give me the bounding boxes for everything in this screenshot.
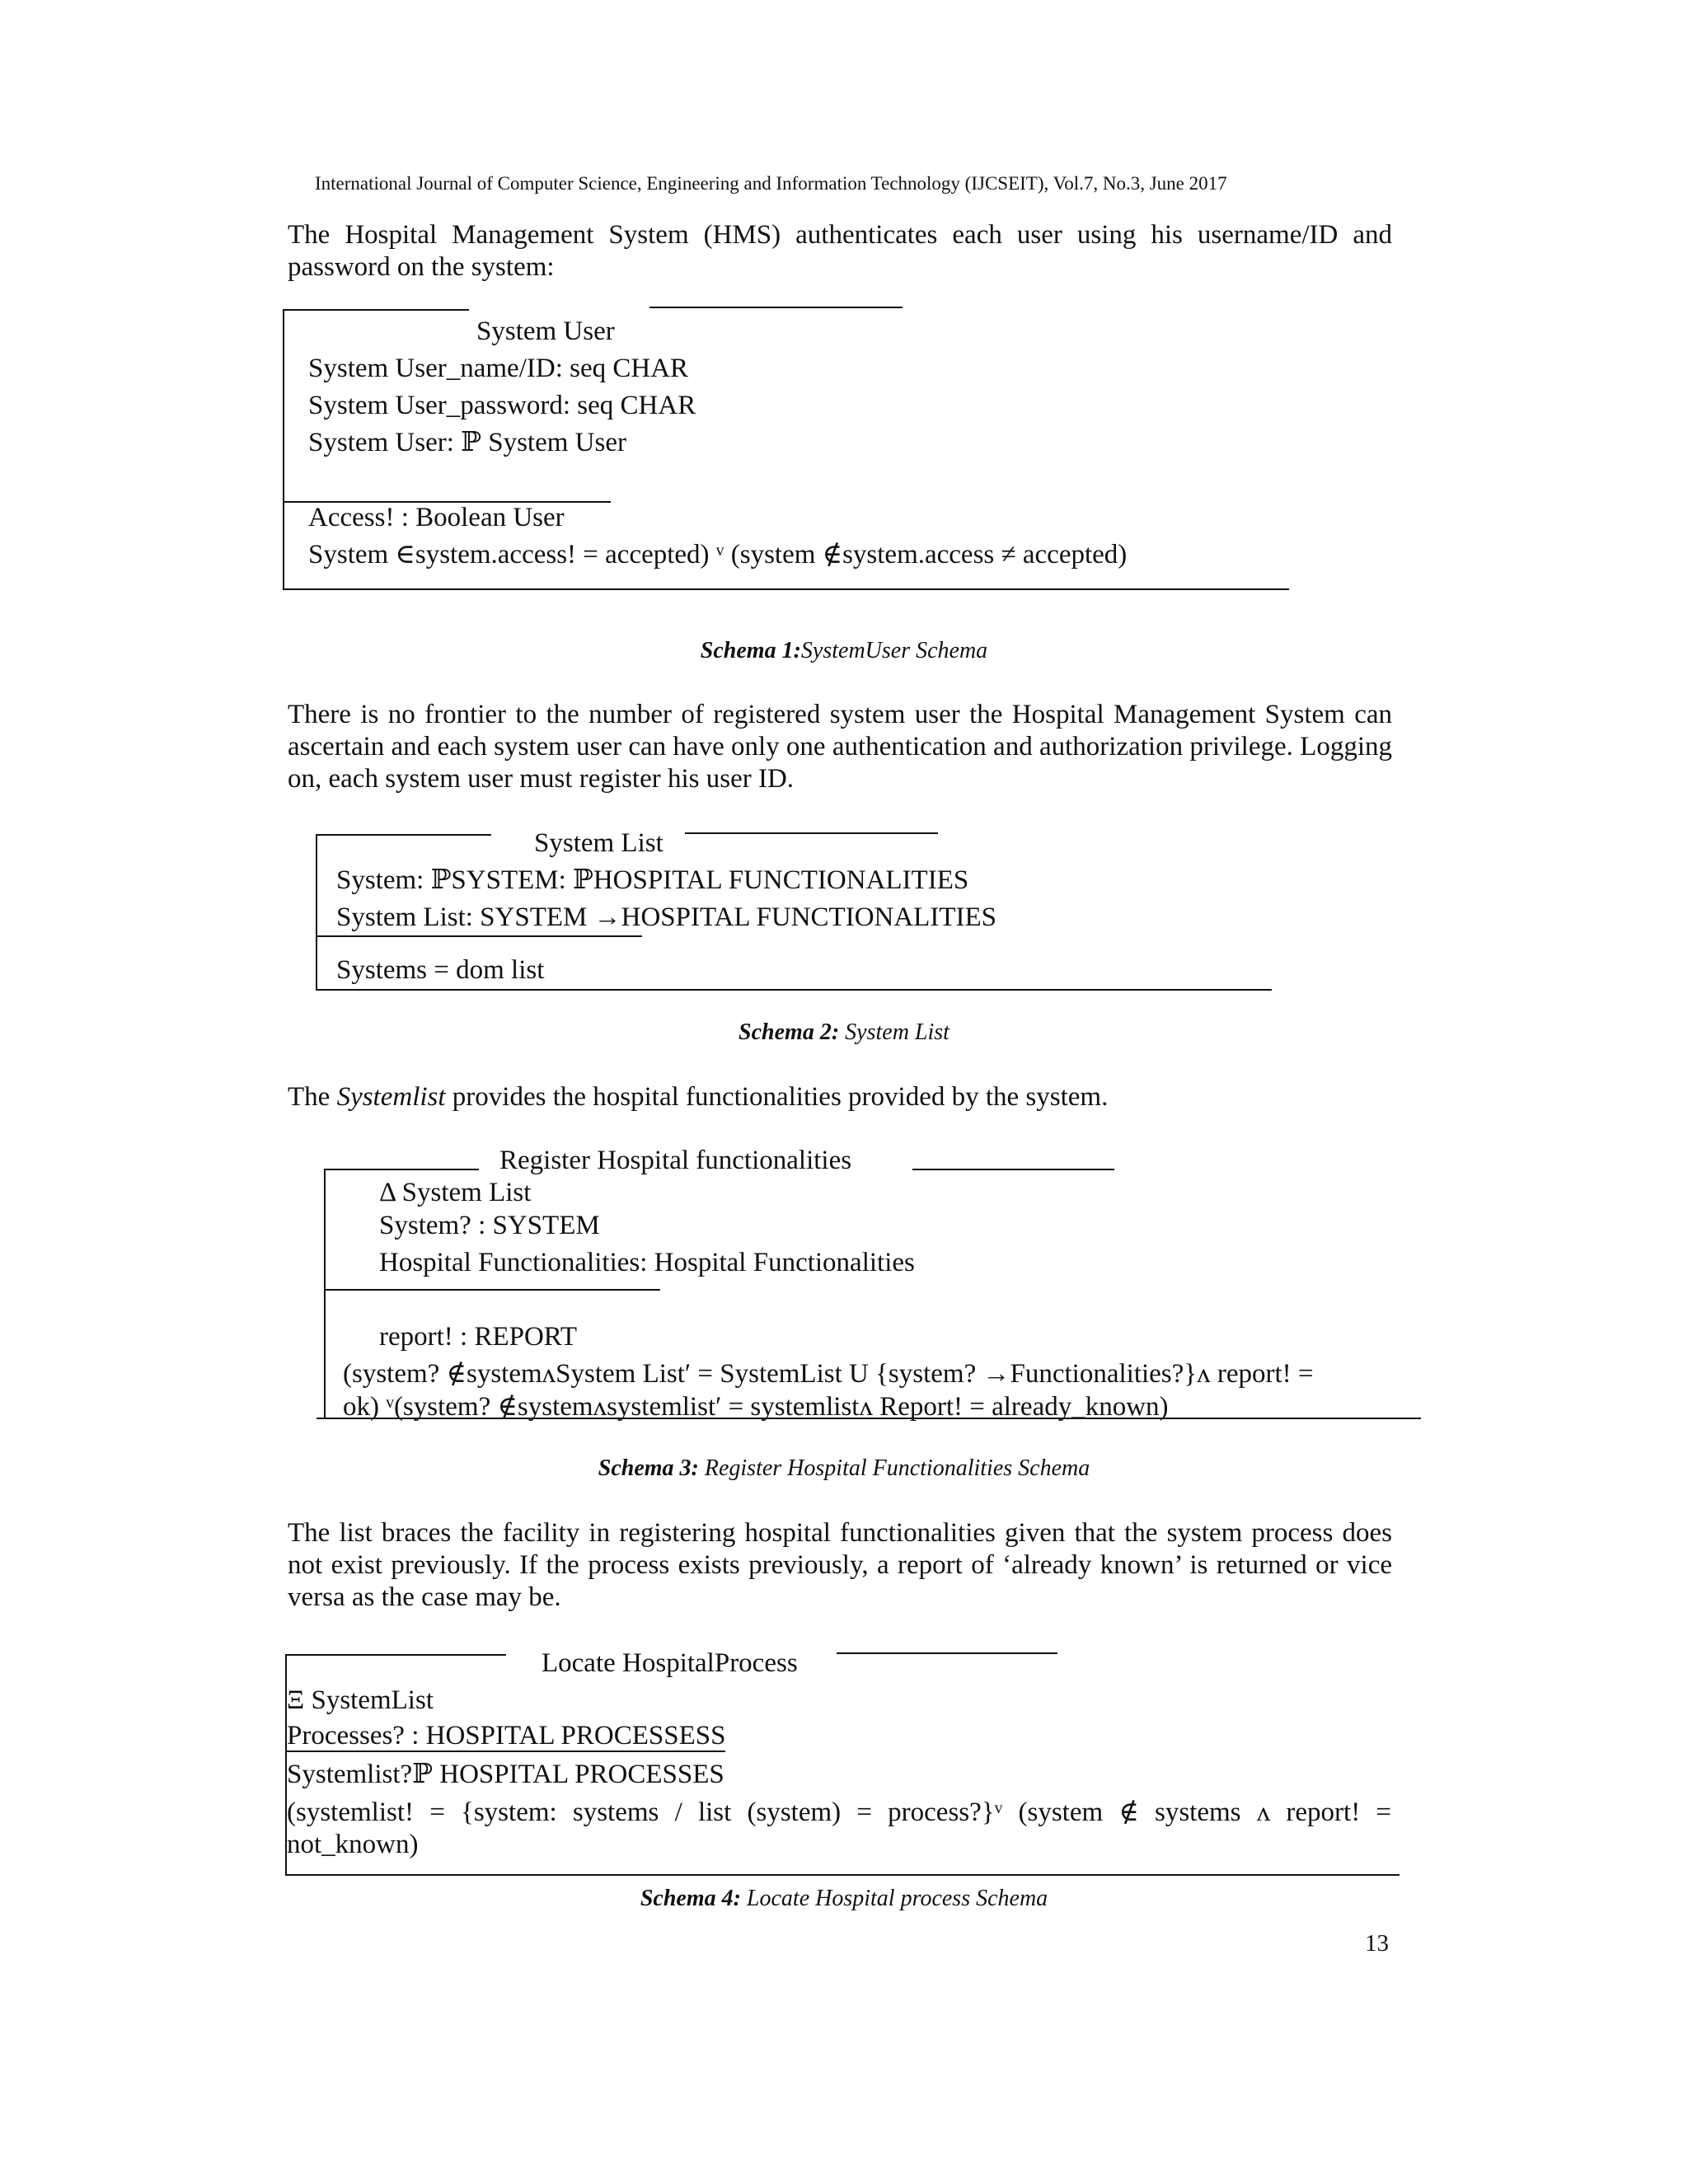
schema-4-line: Systemlist?ℙ HOSPITAL PROCESSES (287, 1760, 724, 1789)
schema-4-bottom-rule (285, 1874, 1400, 1876)
schema-4-caption: Schema 4: Locate Hospital process Schema (640, 1886, 1048, 1911)
schema-1-title: System User (476, 316, 615, 346)
paragraph-2: There is no frontier to the number of registered system user the Hospital Management System can ascertain and each system user can have only one authentication and authorization privilege. Logging on, each system user must register his user ID. (288, 700, 1392, 794)
intro-paragraph: The Hospital Management System (HMS) authenticates each user using his username/ID and password on the system: (288, 220, 1392, 282)
schema-3-left-rule (324, 1169, 326, 1419)
paragraph-3: The Systemlist provides the hospital functionalities provided by the system. (288, 1082, 1109, 1112)
schema-2-left-rule (316, 834, 317, 991)
schema-1-top-left-rule (283, 309, 469, 311)
schema-2-caption: Schema 2: System List (738, 1019, 950, 1045)
schema-1-left-rule (283, 309, 284, 590)
schema-2-top-right-rule (685, 832, 938, 834)
schema-3-pred: (system? ∉systemᴧSystem List′ = SystemList U {system? →Functionalities?}ᴧ report! = (343, 1359, 1314, 1389)
journal-header: International Journal of Computer Science, Engineering and Information Technology (IJCSEIT), Vol.7, No.3, June 2017 (315, 173, 1227, 194)
schema-2-decl: System: ℙSYSTEM: ℙHOSPITAL FUNCTIONALITIES (336, 865, 969, 895)
schema-4-line: (systemlist! = {system: systems / list (system) = process?}ᵛ (system ∉ systems ᴧ report! = not_known) (287, 1797, 1391, 1859)
schema-4-title: Locate HospitalProcess (542, 1648, 798, 1678)
schema-3-top-right-rule (912, 1169, 1114, 1170)
schema-1-pred: System ∈system.access! = accepted) ᵛ (system ∉system.access ≠ accepted) (308, 540, 1128, 569)
schema-2-divider (316, 935, 642, 937)
schema-1-top-right-rule (649, 307, 903, 308)
schema-2-bottom-rule (316, 989, 1272, 991)
schema-2-decl: System List: SYSTEM →HOSPITAL FUNCTIONALITIES (336, 902, 996, 932)
schema-3-title: Register Hospital functionalities (499, 1146, 852, 1175)
page-number: 13 (1365, 1930, 1389, 1957)
schema-3-caption: Schema 3: Register Hospital Functionalities Schema (598, 1455, 1090, 1481)
schema-1-decl: System User_name/ID: seq CHAR (308, 354, 689, 383)
schema-3-decl: Hospital Functionalities: Hospital Functionalities (379, 1248, 915, 1277)
schema-1-bottom-rule (283, 588, 1289, 590)
schema-1-decl: System User: ℙ System User (308, 428, 626, 457)
schema-3-pred: ok) ᵛ(system? ∉systemᴧsystemlist′ = systemlistᴧ Report! = already_known) (343, 1392, 1169, 1422)
schema-2-title: System List (534, 828, 663, 858)
schema-3-decl: System? : SYSTEM (379, 1211, 600, 1240)
schema-4-top-right-rule (837, 1652, 1057, 1654)
schema-4-line: Ξ SystemList (287, 1685, 434, 1715)
schema-2-pred: Systems = dom list (336, 955, 545, 985)
schema-4-top-left-rule (285, 1654, 506, 1656)
schema-3-decl: Δ System List (379, 1178, 532, 1207)
systemlist-emphasis: Systemlist (336, 1082, 446, 1112)
schema-2-top-left-rule (316, 834, 491, 836)
schema-3-top-left-rule (324, 1169, 479, 1170)
schema-3-pred: report! : REPORT (379, 1322, 577, 1352)
paragraph-4: The list braces the facility in registering hospital functionalities given that the system process does not exist previously. If the process exists previously, a report of ‘already known’ is returned or vice versa as the case may be. (288, 1518, 1392, 1612)
schema-1-decl: System User_password: seq CHAR (308, 391, 696, 420)
schema-3-divider (324, 1289, 660, 1291)
schema-1-pred: Access! : Boolean User (308, 503, 565, 532)
schema-4-line: Processes? : HOSPITAL PROCESSESS (287, 1721, 726, 1750)
schema-1-caption: Schema 1:SystemUser Schema (700, 638, 988, 663)
